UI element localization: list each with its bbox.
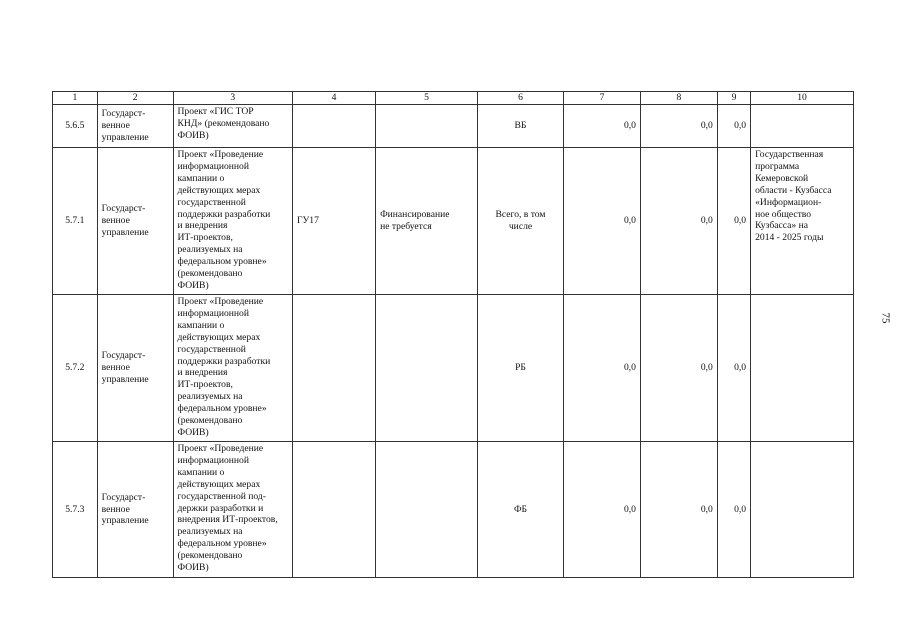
financing-cell [376, 105, 478, 148]
header-cell: 9 [717, 92, 750, 105]
value-cell-col7: 0,0 [564, 442, 641, 578]
table-row [53, 148, 854, 295]
measures-table [52, 91, 854, 578]
value-cell-col8: 0,0 [640, 295, 717, 442]
financing-cell [376, 295, 478, 442]
header-cell: 8 [640, 92, 717, 105]
row-number-cell: 5.6.5 [53, 105, 98, 148]
row-number-cell: 5.7.3 [53, 442, 98, 578]
financing-cell: Финансирование не требуется [376, 148, 478, 295]
source-cell: РБ [477, 295, 563, 442]
header-cell: 7 [564, 92, 641, 105]
area-cell: Государст- венное управление [97, 442, 173, 578]
header-cell: 10 [751, 92, 854, 105]
row-number-cell: 5.7.2 [53, 295, 98, 442]
program-cell: Государственная программа Кемеровской области - Кузбасса «Информацион- ное общество Кузбасса» на 2014 - 2025 годы [751, 148, 854, 295]
project-cell: Проект «Проведение информационной кампании о действующих мерах государственной поддержки разработки и внедрения ИТ-проектов, реализуемых на федеральном уровне» (рекомендовано ФОИВ) [173, 295, 292, 442]
financing-cell [376, 442, 478, 578]
project-cell: Проект «Проведение информационной кампании о действующих мерах государственной под- держки разработки и внедрения ИТ-проектов, реализуемых на федеральном уровне» (рекомендовано ФОИВ) [173, 442, 292, 578]
value-cell-col9: 0,0 [717, 105, 750, 148]
code-cell [292, 105, 375, 148]
table-row [53, 105, 854, 148]
code-cell [292, 295, 375, 442]
header-cell: 4 [292, 92, 375, 105]
header-cell: 6 [477, 92, 563, 105]
header-cell: 2 [97, 92, 173, 105]
value-cell-col9: 0,0 [717, 295, 750, 442]
value-cell-col7: 0,0 [564, 148, 641, 295]
header-cell: 1 [53, 92, 98, 105]
value-cell-col7: 0,0 [564, 295, 641, 442]
program-cell [751, 442, 854, 578]
table-row [53, 295, 854, 442]
code-cell: ГУ17 [292, 148, 375, 295]
area-cell: Государст- венное управление [97, 148, 173, 295]
header-cell: 3 [173, 92, 292, 105]
value-cell-col8: 0,0 [640, 148, 717, 295]
header-cell: 5 [376, 92, 478, 105]
value-cell-col9: 0,0 [717, 148, 750, 295]
value-cell-col8: 0,0 [640, 442, 717, 578]
project-cell: Проект «Проведение информационной кампании о действующих мерах государственной поддержки разработки и внедрения ИТ-проектов, реализуемых на федеральном уровне» (рекомендовано ФОИВ) [173, 148, 292, 295]
table-row [53, 442, 854, 578]
source-cell: Всего, в том числе [477, 148, 563, 295]
area-cell: Государст- венное управление [97, 105, 173, 148]
page-number: 75 [879, 312, 892, 324]
value-cell-col7: 0,0 [564, 105, 641, 148]
value-cell-col9: 0,0 [717, 442, 750, 578]
program-cell [751, 295, 854, 442]
value-cell-col8: 0,0 [640, 105, 717, 148]
source-cell: ВБ [477, 105, 563, 148]
header-row [53, 92, 854, 105]
code-cell [292, 442, 375, 578]
area-cell: Государст- венное управление [97, 295, 173, 442]
source-cell: ФБ [477, 442, 563, 578]
row-number-cell: 5.7.1 [53, 148, 98, 295]
program-cell [751, 105, 854, 148]
project-cell: Проект «ГИС ТОР КНД» (рекомендовано ФОИВ) [173, 105, 292, 148]
